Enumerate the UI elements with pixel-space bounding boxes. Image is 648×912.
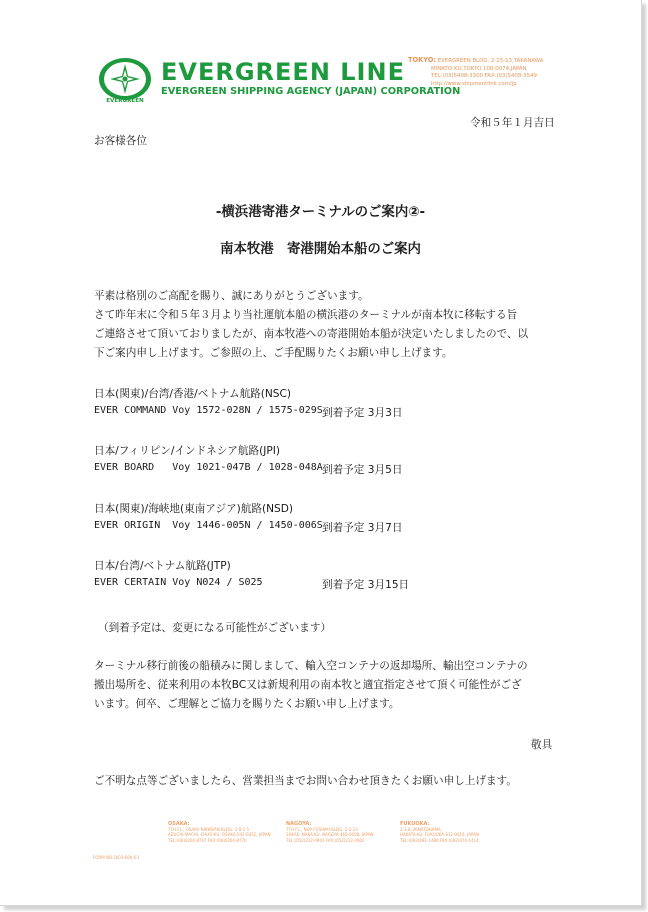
hq-city: TOKYO: bbox=[408, 56, 436, 64]
vessel-voyage: EVER BOARD Voy 1021-047B / 1028-048A bbox=[94, 462, 323, 473]
body-line: います。何卒、ご理解とご協力を賜りたくお願い申し上げます。 bbox=[94, 698, 400, 710]
arrival-date: 到着予定 3月7日 bbox=[322, 522, 403, 534]
office-phone: TEL:(092)481-1480 FAX:(092)474-1414 bbox=[400, 837, 479, 843]
arrival-date: 到着予定 3月3日 bbox=[322, 407, 403, 419]
office-address-line: HAKATA-KU, FUKUOKA 812-0016, JAPAN bbox=[400, 832, 479, 838]
office-address-line: 7TH FL., NUP FUSHIMI BLDG. 2-3-13 bbox=[286, 827, 358, 833]
letter-date: 令和５年１月吉日 bbox=[470, 117, 555, 129]
hq-website: http://www.shipmentlink.com/jp bbox=[431, 80, 517, 87]
vessel-voyage: EVER COMMAND Voy 1572-028N / 1575-029S bbox=[94, 405, 323, 416]
office-osaka bbox=[168, 822, 270, 843]
evergreen-emblem-icon bbox=[95, 55, 155, 105]
route-name: 日本(関東)/台湾/香港/ベトナム航路(NSC) bbox=[94, 388, 292, 400]
company-name: EVERGREEN SHIPPING AGENCY (JAPAN) CORPORATION bbox=[161, 86, 461, 97]
letter-title: -横浜港寄港ターミナルのご案内②- bbox=[215, 205, 426, 220]
office-address-line: SAKAE, NAKA-KU, NAGOYA 460-0008, JAPAN bbox=[286, 832, 374, 838]
office-fukuoka bbox=[400, 822, 479, 843]
arrival-date: 到着予定 3月15日 bbox=[322, 579, 410, 591]
brand-name: EVERGREEN LINE bbox=[161, 58, 405, 86]
vessel-voyage: EVER CERTAIN Voy N024 / S025 bbox=[94, 577, 263, 588]
office-address-line: 2-3-8, MINATOHAMA, bbox=[400, 827, 442, 833]
route-name: 日本/フィリピン/インドネシア航路(JPI) bbox=[94, 445, 280, 457]
hq-phone: TEL:(03)5408-3300 FAX:(03)5408-3549 bbox=[431, 73, 537, 80]
closing-word: 敬具 bbox=[531, 739, 553, 751]
intro-line: 平素は格別のご高配を賜り、誠にありがとうございます。 bbox=[94, 290, 369, 302]
arrival-note: （到着予定は、変更になる可能性がございます） bbox=[98, 622, 332, 634]
body-line: ターミナル移行前後の船積みに関しまして、輸入空コンテナの返却場所、輸出空コンテナの bbox=[94, 660, 528, 672]
office-city: NAGOYA: bbox=[286, 821, 312, 827]
office-address-line: AZUCHI-MACHI, CHUO-KU, OSAKA 541-0052, JAPAN bbox=[168, 832, 271, 838]
emblem-text: EVERGREEN bbox=[106, 98, 144, 104]
office-phone: TEL:(06)6264-8767 FAX:(06)6264-8770 bbox=[168, 837, 247, 843]
intro-line: 下ご案内申し上げます。ご参照の上、ご手配賜りたくお願い申し上げます。 bbox=[94, 347, 453, 359]
recipient: お客様各位 bbox=[94, 135, 147, 147]
route-name: 日本/台湾/ベトナム航路(JTP) bbox=[94, 560, 231, 572]
office-city: FUKUOKA: bbox=[400, 821, 430, 827]
hq-address-line: MINATO-KU,TOKYO 108-0074,JAPAN bbox=[431, 65, 527, 72]
vessel-voyage: EVER ORIGIN Voy 1446-005N / 1450-006S bbox=[94, 520, 323, 531]
office-address-line: 7TH FL., OSAKA NIKKIBAN BLDG. 2-8-1-5 bbox=[168, 827, 250, 833]
office-nagoya bbox=[286, 822, 373, 843]
body-line: 搬出場所を、従来利用の本牧BC又は新規利用の南本牧と適宜指定させて頂く可能性がござ bbox=[94, 679, 522, 691]
intro-line: さて昨年末に令和５年３月より当社運航本船の横浜港のターミナルが南本牧に移転する旨 bbox=[94, 309, 518, 321]
arrival-date: 到着予定 3月5日 bbox=[322, 464, 403, 476]
office-phone: TEL:(052)222-0901 FAX:(052)222-0902 bbox=[286, 837, 365, 843]
office-city: OSAKA: bbox=[168, 821, 190, 827]
letter-subtitle: 南本牧港 寄港開始本船のご案内 bbox=[220, 242, 421, 257]
hq-address bbox=[408, 57, 544, 88]
hq-address-line: EVERGREEN BLDG. 2-15-13,TAKANAWA bbox=[437, 58, 544, 64]
contact-note: ご不明な点等ございましたら、営業担当までお問い合わせ頂きたくお願い申し上げます。 bbox=[94, 775, 517, 787]
route-name: 日本(関東)/海峡地(東南アジア)航路(NSD) bbox=[94, 503, 294, 515]
form-code: FORM NO.5603-009-03 bbox=[93, 855, 139, 860]
intro-line: ご連絡させて頂いておりましたが、南本牧港への寄港開始本船が決定いたしましたので、以 bbox=[94, 328, 529, 340]
